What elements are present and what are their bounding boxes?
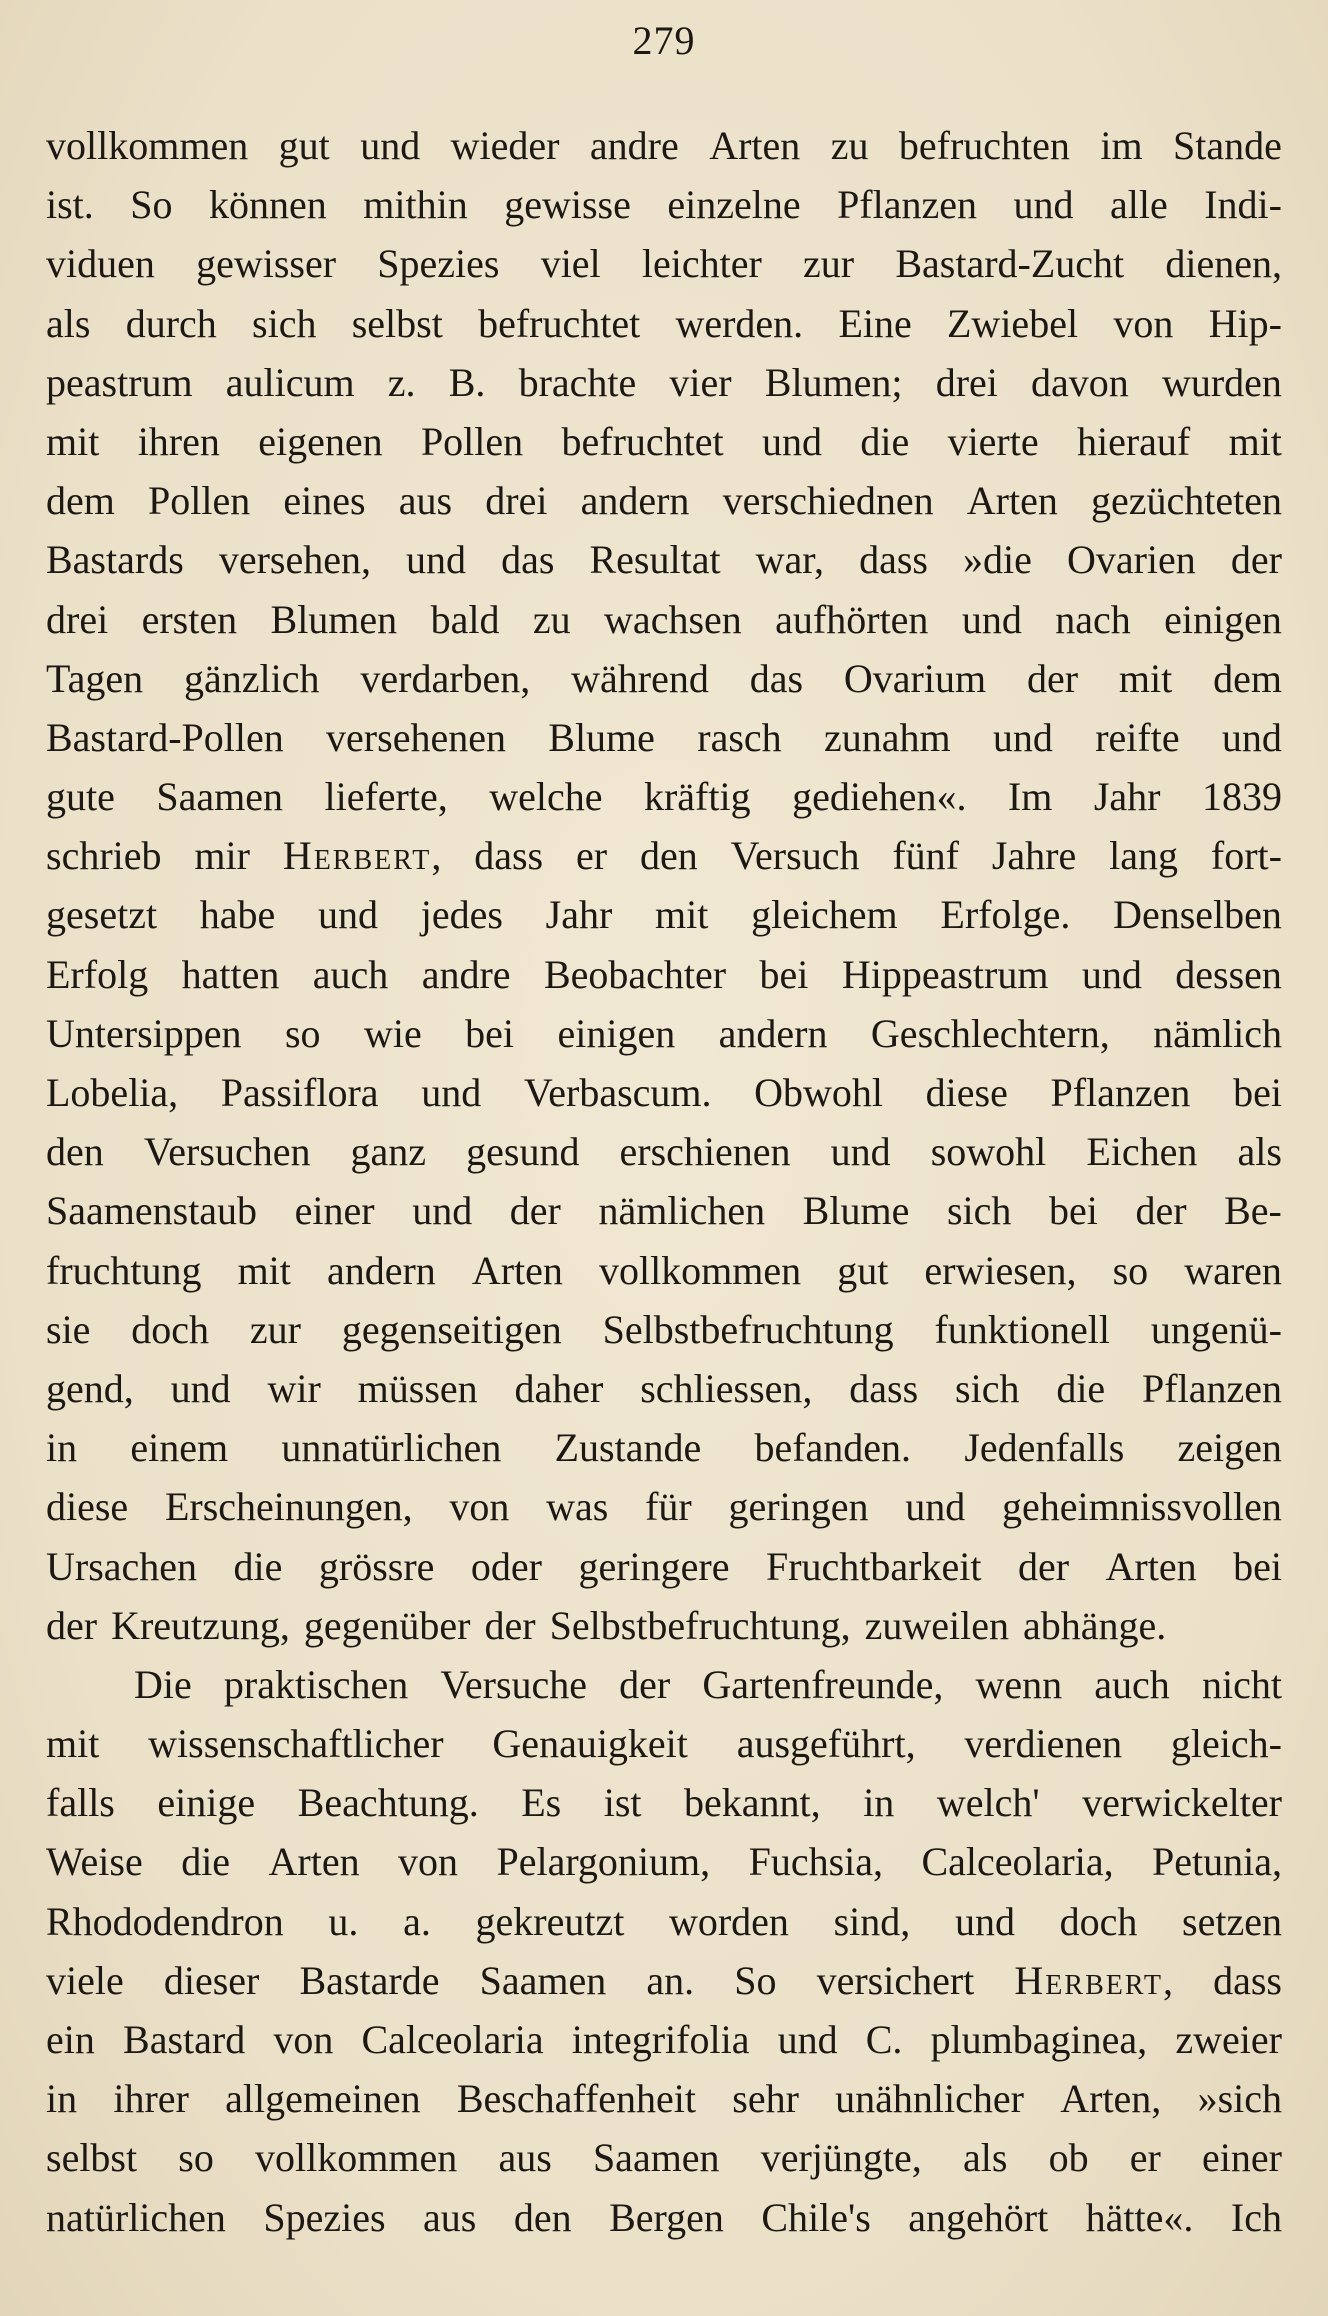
text-line: selbst so vollkommen aus Saamen verjüngte, als ob er einer	[46, 2135, 1282, 2181]
text-line: sie doch zur gegenseitigen Selbstbefruchtung funktionell ungenü-	[46, 1306, 1282, 1352]
text-line: Weise die Arten von Pelargonium, Fuchsia, Calceolaria, Petunia,	[46, 1839, 1282, 1885]
text-line: gend, und wir müssen daher schliessen, dass sich die Pflanzen	[46, 1365, 1282, 1411]
text-line: Rhododendron u. a. gekreutzt worden sind, und doch setzen	[46, 1898, 1282, 1944]
text-line: Untersippen so wie bei einigen andern Geschlechtern, nämlich	[46, 1010, 1282, 1056]
text-line: den Versuchen ganz gesund erschienen und sowohl Eichen als	[46, 1129, 1282, 1175]
text-line: fruchtung mit andern Arten vollkommen gut erwiesen, so waren	[46, 1247, 1282, 1293]
text-line: in einem unnatürlichen Zustande befanden. Jedenfalls zeigen	[46, 1425, 1282, 1471]
text-line: gesetzt habe und jedes Jahr mit gleichem Erfolge. Denselben	[46, 892, 1282, 938]
text-line: vollkommen gut und wieder andre Arten zu befruchten im Stande	[46, 123, 1282, 168]
text-line: gute Saamen lieferte, welche kräftig gediehen«. Im Jahr 1839	[46, 774, 1282, 820]
text-line: drei ersten Blumen bald zu wachsen aufhörten und nach einigen	[46, 596, 1282, 642]
text-line: mit wissenschaftlicher Genauigkeit ausgeführt, verdienen gleich-	[46, 1721, 1282, 1767]
body-text	[46, 116, 1282, 2247]
text-line: Tagen gänzlich verdarben, während das Ovarium der mit dem	[46, 655, 1282, 701]
text-line: peastrum aulicum z. B. brachte vier Blumen; drei davon wurden	[46, 359, 1282, 405]
text-line: viele dieser Bastarde Saamen an. So versichert Herbert, dass	[46, 1957, 1282, 2003]
text-line: ist. So können mithin gewisse einzelne Pflanzen und alle Indi-	[46, 182, 1282, 228]
text-line: mit ihren eigenen Pollen befruchtet und die vierte hierauf mit	[46, 418, 1282, 464]
text-line: Bastard-Pollen versehenen Blume rasch zunahm und reifte und	[46, 714, 1282, 760]
text-line: als durch sich selbst befruchtet werden. Eine Zwiebel von Hip-	[46, 300, 1282, 346]
text-line: Ursachen die grössre oder geringere Fruchtbarkeit der Arten bei	[46, 1543, 1282, 1589]
text-line: Saamenstaub einer und der nämlichen Blume sich bei der Be-	[46, 1188, 1282, 1234]
text-line: Bastards versehen, und das Resultat war, dass »die Ovarien der	[46, 537, 1282, 583]
page-number: 279	[632, 18, 696, 63]
text-line: viduen gewisser Spezies viel leichter zur Bastard-Zucht dienen,	[46, 241, 1282, 287]
text-line: Lobelia, Passiflora und Verbascum. Obwohl diese Pflanzen bei	[46, 1070, 1282, 1115]
text-line: Erfolg hatten auch andre Beobachter bei Hippeastrum und dessen	[46, 951, 1282, 997]
text-line: dem Pollen eines aus drei andern verschiednen Arten gezüchteten	[46, 478, 1282, 524]
text-line: in ihrer allgemeinen Beschaffenheit sehr unähnlicher Arten, »sich	[46, 2076, 1282, 2122]
text-line: ein Bastard von Calceolaria integrifolia und C. plumbaginea, zweier	[46, 2017, 1282, 2062]
text-line: Die praktischen Versuche der Gartenfreunde, wenn auch nicht	[134, 1661, 1282, 1707]
text-line: natürlichen Spezies aus den Bergen Chile's angehört hätte«. Ich	[46, 2194, 1282, 2240]
text-line: diese Erscheinungen, von was für geringen und geheimnissvollen	[46, 1484, 1282, 1530]
text-line: falls einige Beachtung. Es ist bekannt, in welch' verwickelter	[46, 1780, 1282, 1826]
text-line: der Kreutzung, gegenüber der Selbstbefruchtung, zuweilen abhänge.	[46, 1602, 1167, 1648]
text-line: schrieb mir Herbert, dass er den Versuch fünf Jahre lang fort-	[46, 833, 1282, 879]
